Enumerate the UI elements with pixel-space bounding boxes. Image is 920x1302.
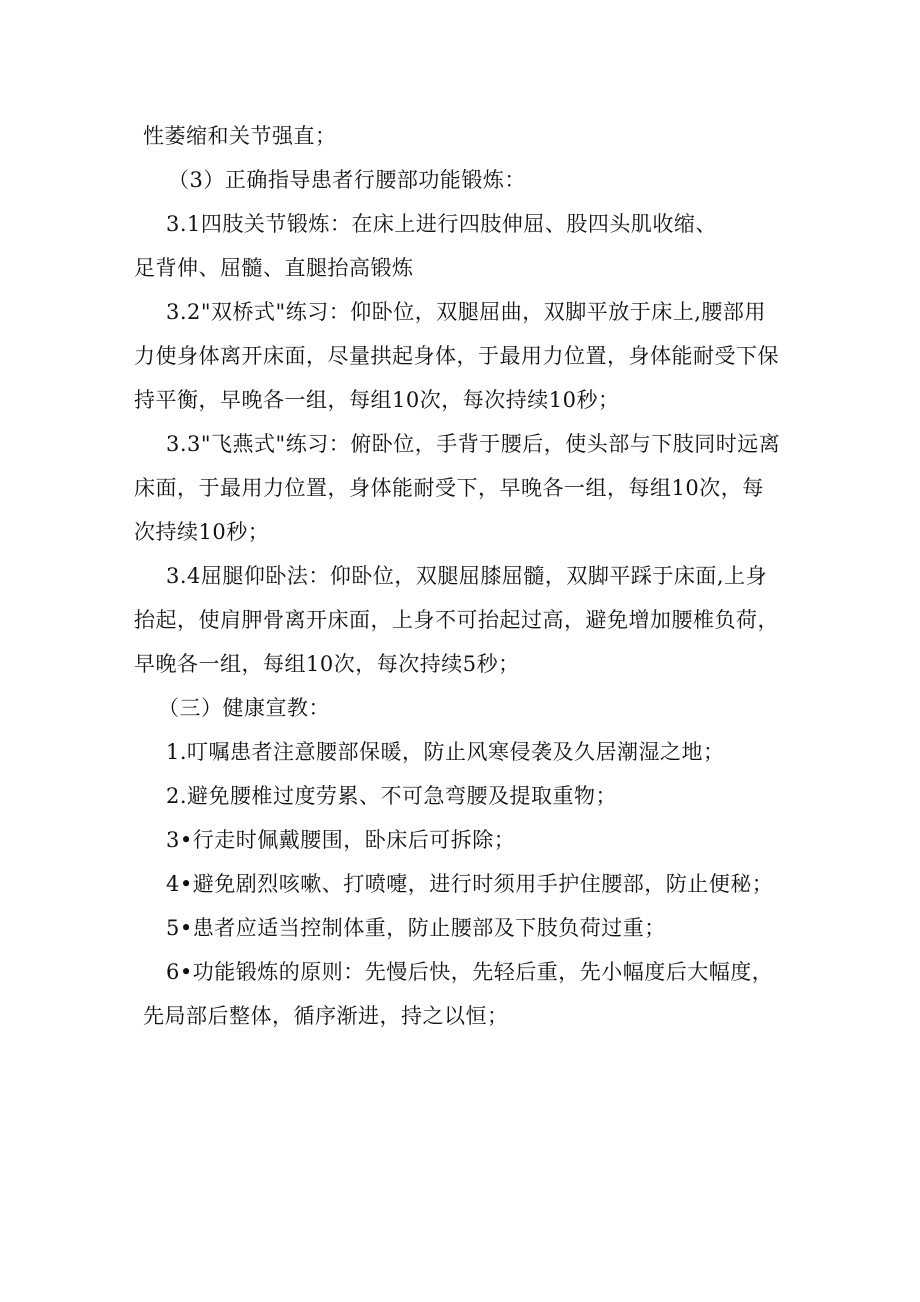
list-item: 3•行走时佩戴腰围，卧床后可拆除； [166, 828, 516, 852]
list-item: 6•功能锻炼的原则：先慢后快，先轻后重，先小幅度后大幅度， [166, 960, 774, 984]
text-line: 先局部后整体，循序渐进，持之以恒； [143, 1004, 509, 1028]
text-line: 力使身体离开床面，尽量拱起身体，于最用力位置，身体能耐受下保 [134, 344, 779, 368]
text-line: 早晚各一组，每组10次，每次持续5秒； [134, 652, 520, 676]
text-line: 持平衡，早晚各一组，每组10次，每次持续10秒； [134, 388, 620, 412]
list-item: 2.避免腰椎过度劳累、不可急弯腰及提取重物； [166, 784, 618, 808]
text-line: 抬起，使肩胛骨离开床面，上身不可抬起过高，避免增加腰椎负荷， [134, 608, 779, 632]
text-line: 床面，于最用力位置，身体能耐受下，早晚各一组，每组10次，每 [134, 476, 764, 500]
text-line: 3.2"双桥式"练习：仰卧位，双腿屈曲，双脚平放于床上,腰部用 [166, 300, 766, 324]
text-line: 性萎缩和关节强直； [143, 124, 337, 148]
text-line: 足背伸、屈髓、直腿抬高锻炼 [134, 256, 414, 280]
text-line: 次持续10秒； [134, 520, 270, 544]
text-line: 3.1四肢关节锻炼：在床上进行四肢伸屈、股四头肌收缩、 [166, 212, 717, 236]
list-item: 5•患者应适当控制体重，防止腰部及下肢负荷过重； [166, 916, 666, 940]
list-item: 4•避免剧烈咳嗽、打喷嚏，进行时须用手护住腰部，防止便秘； [166, 872, 774, 896]
section-heading: （3）正确指导患者行腰部功能锻炼： [168, 168, 526, 192]
list-item: 1.叮嘱患者注意腰部保暖，防止风寒侵袭及久居潮湿之地； [166, 740, 725, 764]
section-heading: （三）健康宣教： [158, 696, 330, 720]
text-line: 3.3"飞燕式"练习：俯卧位，手背于腰后，使头部与下肢同时远离 [166, 432, 781, 456]
text-line: 3.4屈腿仰卧法：仰卧位，双腿屈膝屈髓，双脚平踩于床面,上身 [166, 564, 768, 588]
